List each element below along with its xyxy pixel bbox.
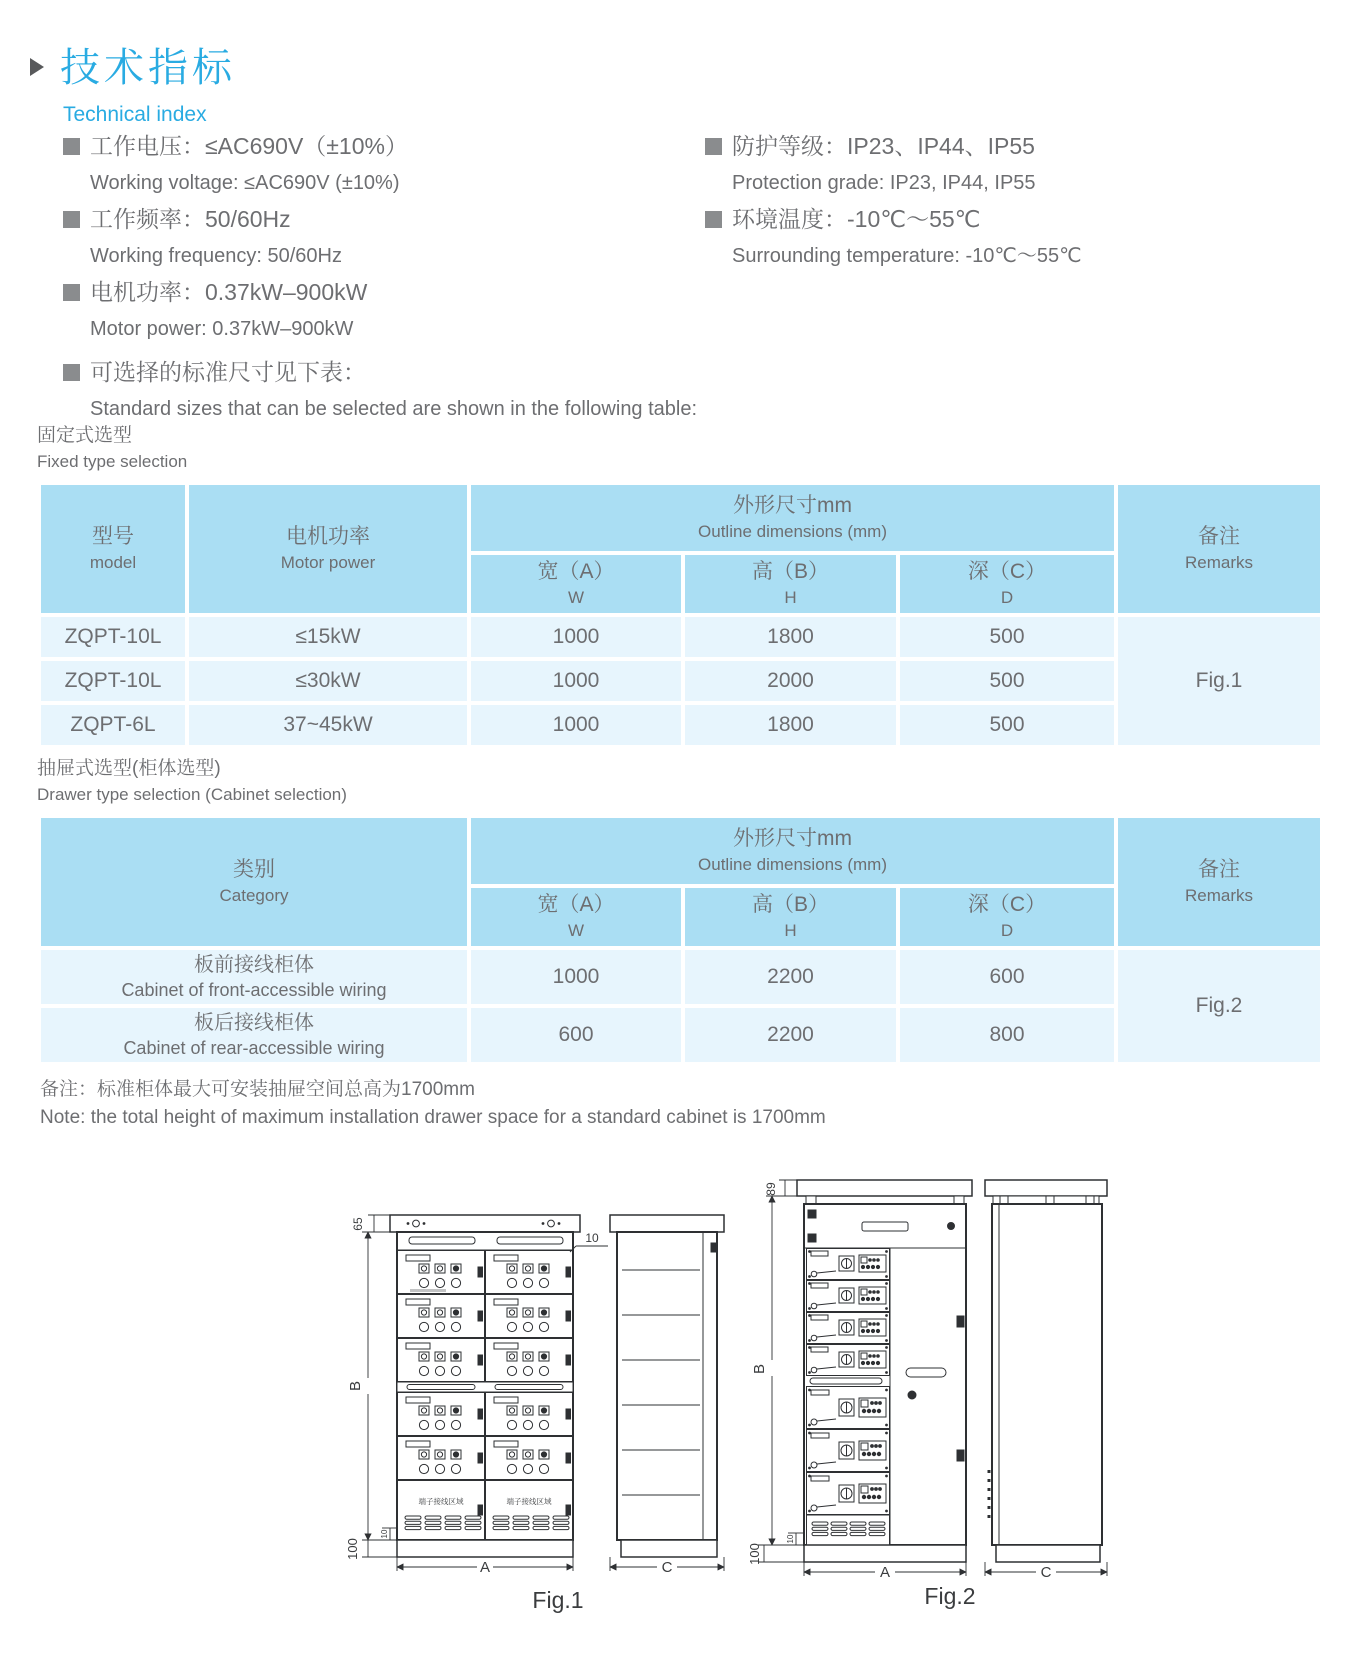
cell-width: 1000 <box>469 615 683 659</box>
footnote <box>40 1076 826 1132</box>
spec-en-text: Standard sizes that can be selected are shown in the following table: <box>90 398 698 420</box>
drawer-table-label <box>37 756 347 808</box>
cell-height: 2000 <box>683 659 898 703</box>
spec-cn-text: 电机功率：0.37kW–900kW <box>90 279 368 305</box>
col-header-outline-dimensions: 外形尺寸mm Outline dimensions (mm) <box>469 816 1116 886</box>
fig2-dim-plinth-label: 100 <box>747 1543 762 1565</box>
cell-height: 2200 <box>683 948 898 1006</box>
cell-model: ZQPT-10L <box>39 659 187 703</box>
page-title-en: Technical index <box>63 103 207 126</box>
cell-height: 1800 <box>683 703 898 747</box>
cell-model: ZQPT-6L <box>39 703 187 747</box>
col-header-depth: 深（C） D <box>898 553 1116 615</box>
footnote-cn: 备注：标准柜体最大可安装抽屉空间总高为1700mm <box>40 1079 475 1100</box>
page-header <box>30 36 236 127</box>
fig2-dim-gap-label: 10 <box>786 1534 795 1544</box>
drawer-table <box>37 814 1324 1066</box>
cell-width: 600 <box>469 1006 683 1064</box>
spec-en-text: Working frequency: 50/60Hz <box>90 245 342 267</box>
fig1-front-view <box>390 1215 580 1557</box>
cell-width: 1000 <box>469 659 683 703</box>
fixed-table <box>37 481 1324 749</box>
fig1-side-view <box>610 1215 724 1557</box>
cell-depth: 500 <box>898 615 1116 659</box>
drawer-table-label-en: Drawer type selection (Cabinet selection) <box>37 785 347 804</box>
table-row <box>39 948 1322 1006</box>
cell-remark-fig1: Fig.1 <box>1116 615 1322 747</box>
spec-cn-text: 工作频率：50/60Hz <box>90 206 291 232</box>
bullet-square-icon <box>705 138 722 155</box>
cell-depth: 500 <box>898 703 1116 747</box>
col-header-model: 型号 model <box>39 483 187 615</box>
fig1-dim-cap-label: 65 <box>351 1217 365 1231</box>
cell-remark-fig2: Fig.2 <box>1116 948 1322 1064</box>
cell-power: 37~45kW <box>187 703 469 747</box>
specs-left-column <box>63 128 683 347</box>
page-title-cn: 技术指标 <box>60 46 236 90</box>
table-row <box>39 615 1322 659</box>
spec-working-frequency <box>63 201 683 274</box>
fig2-dim-width-label: A <box>879 1564 891 1581</box>
cell-height: 2200 <box>683 1006 898 1064</box>
fixed-table-label-en: Fixed type selection <box>37 452 188 471</box>
fig1-depth-dimension <box>610 1557 724 1576</box>
technical-drawings: 端子接线区域 65 B 100 10 A 10 C Fig.1 89 B 100 10 A C Fig.2 <box>330 1140 1120 1640</box>
cell-width: 1000 <box>469 703 683 747</box>
col-header-remarks: 备注 Remarks <box>1116 816 1322 948</box>
col-header-width: 宽（A） W <box>469 553 683 615</box>
fig2-dim-cap-label: 89 <box>764 1182 778 1196</box>
fig2-front-view <box>797 1180 972 1562</box>
fig1-dim-gap-label: 10 <box>380 1529 389 1539</box>
bullet-square-icon <box>705 211 722 228</box>
bullet-square-icon <box>63 364 80 381</box>
spec-standard-sizes <box>63 354 963 427</box>
cell-height: 1800 <box>683 615 898 659</box>
cell-category: 板前接线柜体 Cabinet of front-accessible wiring <box>39 948 469 1006</box>
fig2-side-view <box>985 1180 1107 1562</box>
bullet-square-icon <box>63 284 80 301</box>
fig2-depth-dimension <box>985 1562 1107 1581</box>
footnote-en: Note: the total height of maximum installation drawer space for a standard cabinet is 1700mm <box>40 1107 826 1128</box>
specs-right-column <box>705 128 1325 274</box>
spec-motor-power <box>63 274 683 347</box>
bullet-square-icon <box>63 211 80 228</box>
drawer-table-label-cn: 抽屉式选型(柜体选型) <box>37 758 221 779</box>
col-header-outline-dimensions: 外形尺寸mm Outline dimensions (mm) <box>469 483 1116 553</box>
spec-cn-text: 可选择的标准尺寸见下表： <box>90 359 366 385</box>
spec-cn-text: 环境温度：-10℃～55℃ <box>732 206 981 232</box>
cell-depth: 800 <box>898 1006 1116 1064</box>
fig2-caption: Fig.2 <box>924 1583 976 1609</box>
col-header-width: 宽（A） W <box>469 886 683 948</box>
fig1-dim-plinth-label: 100 <box>345 1538 360 1560</box>
cell-width: 1000 <box>469 948 683 1006</box>
cell-power: ≤30kW <box>187 659 469 703</box>
col-header-height: 高（B） H <box>683 553 898 615</box>
fig2-dim-depth-label: C <box>1040 1564 1052 1581</box>
col-header-category: 类别 Category <box>39 816 469 948</box>
spec-en-text: Working voltage: ≤AC690V (±10%) <box>90 172 400 194</box>
cell-depth: 500 <box>898 659 1116 703</box>
spec-en-text: Surrounding temperature: -10℃～55℃ <box>732 245 1082 267</box>
fig1-dim-depth-label: C <box>661 1559 673 1576</box>
col-header-depth: 深（C） D <box>898 886 1116 948</box>
fixed-table-label <box>37 423 187 475</box>
col-header-motor-power: 电机功率 Motor power <box>187 483 469 615</box>
spec-cn-text: 工作电压：≤AC690V（±10%） <box>90 133 408 159</box>
fig1-dim-width-label: A <box>479 1559 491 1576</box>
fixed-table-label-cn: 固定式选型 <box>37 425 133 446</box>
section-arrow-icon <box>30 58 44 76</box>
fig1-caption: Fig.1 <box>532 1587 584 1613</box>
bullet-square-icon <box>63 138 80 155</box>
spec-protection-grade <box>705 128 1325 201</box>
cell-depth: 600 <box>898 948 1116 1006</box>
cell-category: 板后接线柜体 Cabinet of rear-accessible wiring <box>39 1006 469 1064</box>
fig1-dim-top-right-label: 10 <box>585 1231 599 1245</box>
col-header-remarks: 备注 Remarks <box>1116 483 1322 615</box>
spec-working-voltage <box>63 128 683 201</box>
spec-cn-text: 防护等级：IP23、IP44、IP55 <box>732 133 1035 159</box>
col-header-height: 高（B） H <box>683 886 898 948</box>
cell-model: ZQPT-10L <box>39 615 187 659</box>
cell-power: ≤15kW <box>187 615 469 659</box>
spec-en-text: Protection grade: IP23, IP44, IP55 <box>732 172 1036 194</box>
fig1-dim-height-label: B <box>347 1380 364 1392</box>
spec-en-text: Motor power: 0.37kW–900kW <box>90 318 354 340</box>
spec-surrounding-temperature <box>705 201 1325 274</box>
fig2-dim-height-label: B <box>751 1363 768 1375</box>
